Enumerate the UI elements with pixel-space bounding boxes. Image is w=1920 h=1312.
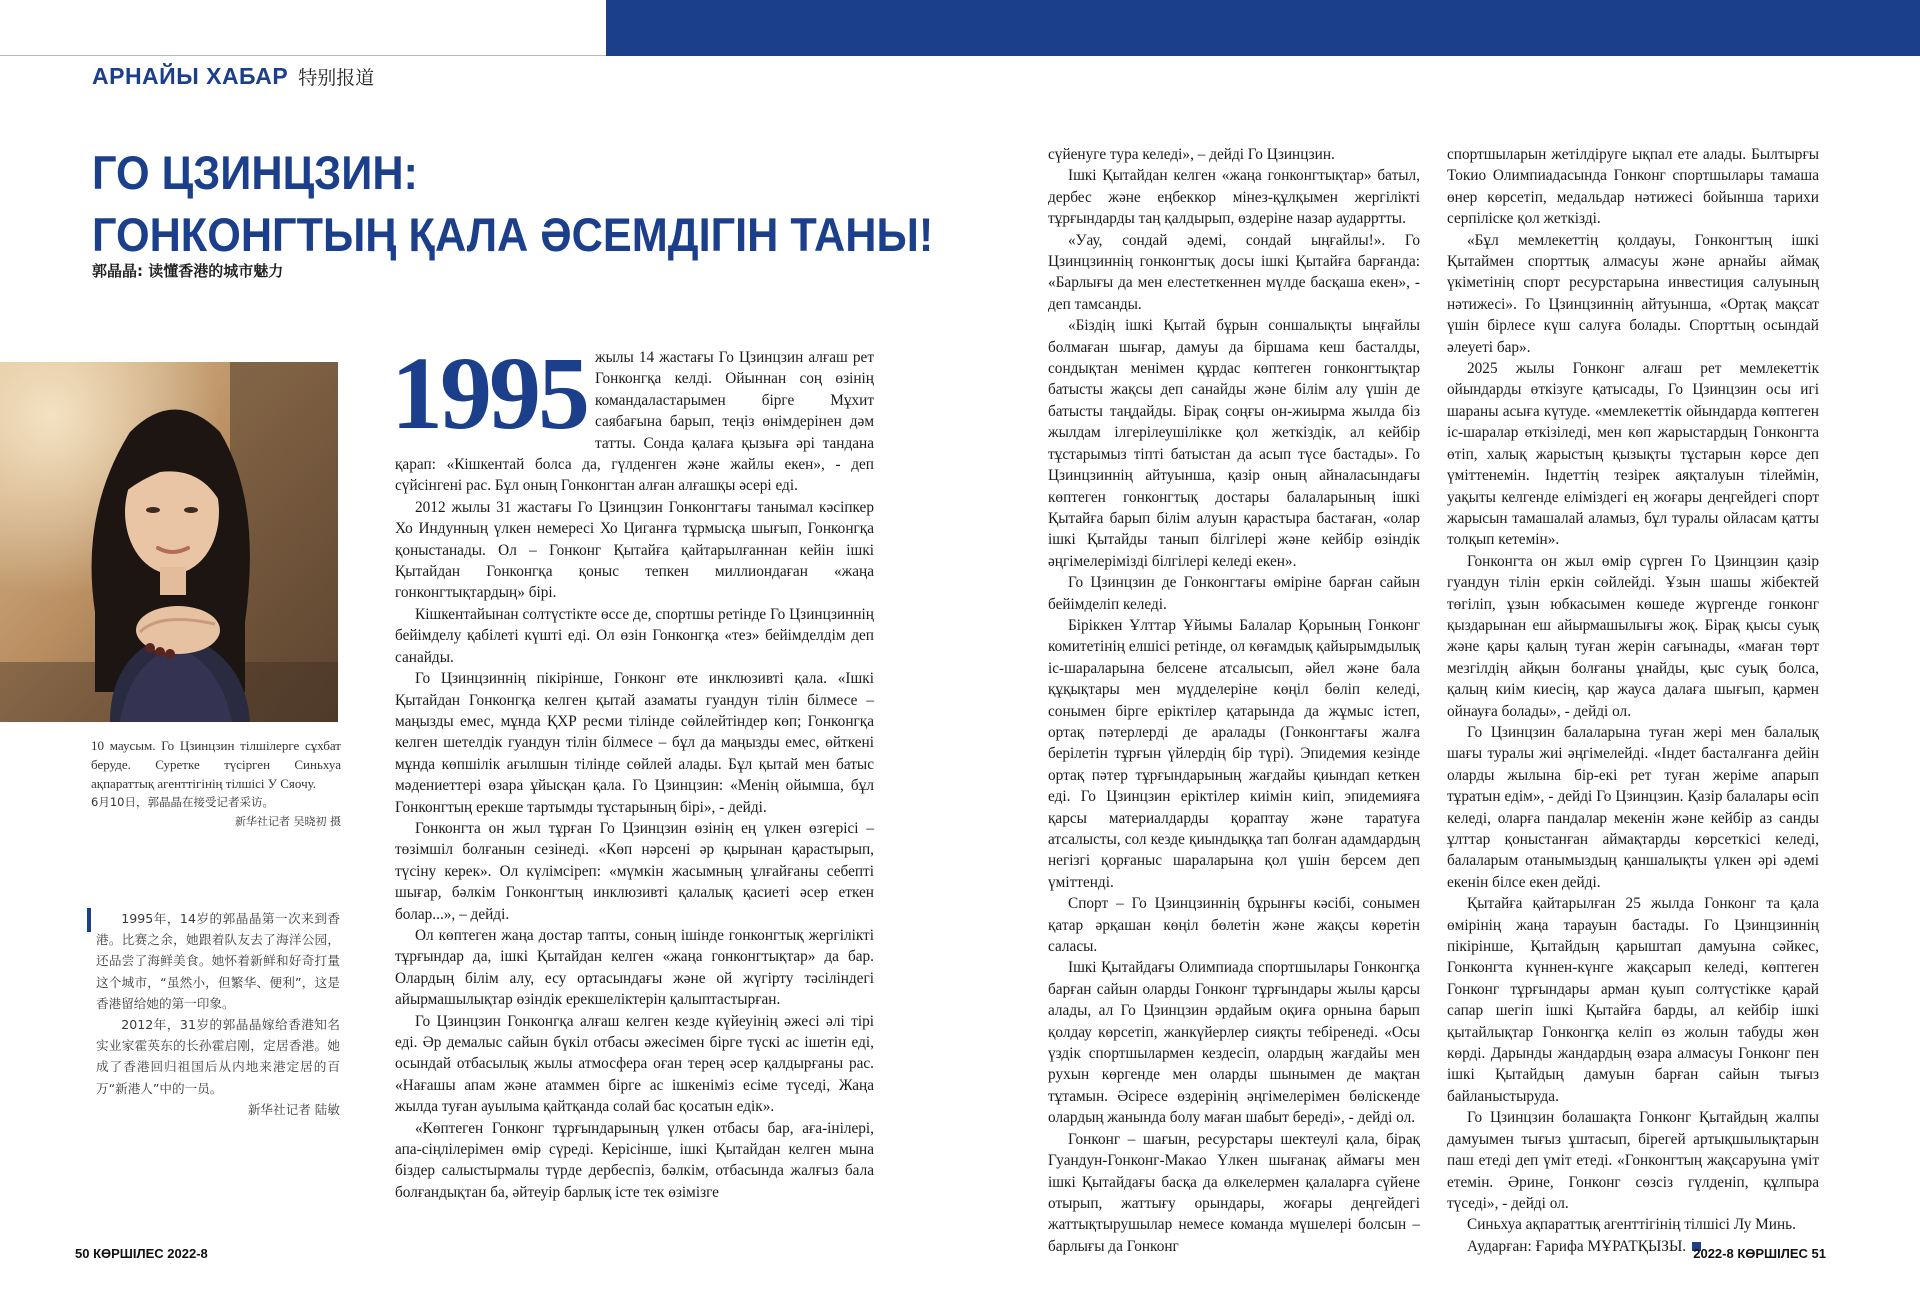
magazine-issue-left: КӨРШІЛЕС 2022-8 — [93, 1246, 208, 1261]
section-label-kz: АРНАЙЫ ХАБАР — [92, 63, 289, 89]
chinese-summary-credit: 新华社记者 陆敏 — [247, 1101, 340, 1117]
column-2-paragraph: Ішкі Қытайдан келген «жаңа гонконгтықтар» батыл, дербес және еңбеккор мінез-құлқымен жергілікті тұрғындарды таң қалдырып, өздеріне назар аударртты. — [1048, 167, 1420, 228]
article-column-3 — [1447, 144, 1819, 1257]
magazine-issue-right: 2022-8 КӨРШІЛЕС — [1693, 1246, 1808, 1261]
photo-caption-zh: 6月10日，郭晶晶在接受记者采访。 — [91, 795, 274, 809]
column-3-paragraph: Гонконгта он жыл өмір сүрген Го Цзинцзин қазір гуандун тілін еркін сөйлейді. Ұзын шашы жібектей төгіліп, ұзын юбкасымен көшеде жүргенде гонконг қыздарынан еш айырмашылығы жоқ. Бірақ қысы суық және қары қалың туған жерін сағынады, «маған төрт мезгілдің айқын болғаны ұнайды, қыс суық болса, қалың киім киесің, қар жауса далаға шығып, қармен ойнауға болады», - дейді ол. — [1447, 552, 1819, 720]
section-label — [92, 63, 374, 90]
column-2-paragraph: Гонконг – шағын, ресурстары шектеулі қала, бірақ Гуандун-Гонконг-Макао Үлкен шығанақ аймағы мен ішкі Қытайдағы басқа да өлкелермен қалаларға сүйене отырып, жаттығу орындары, жоғары деңгейдегі жаттықтырушылар немесе команда мүшелері болсын – барлығы да Гонконг — [1048, 1130, 1420, 1255]
column-1-paragraph-1 — [391, 336, 874, 497]
article-title-line-1: ГО ЦЗИНЦЗИН: — [92, 146, 418, 199]
article-title-line-2: ГОНКОНГТЫҢ ҚАЛА ӘСЕМДІГІН ТАНЫ! — [92, 208, 934, 261]
folio-right — [1693, 1246, 1826, 1261]
column-2-paragraph: «Біздің ішкі Қытай бұрын соншалықты ыңғайлы болмаған шығар, дамуы да біршама кеш басталды, сондықтан менімен құрдас көптеген гонконгтықтар батысты жақсы деп санайды және білім алу үшін де батысты таңдайды. Бірақ соңғы он-жиырма жылда біз жылдам ілгерілеушілікке қол жеткіздік, ал кейбір тұстарымыз тіпті батыстан да асып түсе бастады». Го Цзинцзиннің айтуынша, қазір оның айналасындағы көптеген гонконгтық достары балаларының ішкі Қытайға барып білім алуын қарастыра бастаған, «олар ішкі Қытайды танып білгілері және кейбір өзіндік әңгімелерімізді білгілері келеді екен». — [1048, 317, 1420, 570]
article-column-2 — [1048, 144, 1420, 1257]
column-1-paragraph: Го Цзинцзин Гонконгқа алғаш келген кезде күйеуінің әжесі әлі тірі еді. Әр демалыс сайын бүкіл отбасы әжесімен бірге түскі ас ішетін еді, осындай отбасылық жылы атмосфера оған терең әсер қалдырғаны рас. «Нағашы апам және атаммен бірге ас ішкеніміз есіме түседі, Жаңа жылда туған ауылыма қайтқанда солай бас қосатын едік». — [395, 1012, 874, 1116]
column-3-paragraph: Го Цзинцзин болашақта Гонконг Қытайдың жалпы дамуымен тығыз ұштасып, бірегей артықшылықтарын паш етеді деп үміт етеді. «Гонконгтың жақсаруына үміт етемін. Әрине, Гонконг сөзсіз гүлденіп, құлпыра түседі», - дейді ол. — [1447, 1109, 1819, 1212]
page-number-left: 50 — [75, 1246, 90, 1261]
article-column-1 — [391, 336, 874, 1203]
photo-caption — [91, 736, 341, 831]
portrait-photo — [0, 362, 338, 722]
column-1-paragraph: Го Цзинцзиннің пікірінше, Гонконг өте инклюзивті қала. «Ішкі Қытайдан Гонконгқа келген қытай азаматы гуандун тілін білмесе – маңызды емес, мұнда ҚХР ресми тілінде сөйлейтіндер көп; Гонконгқа келген шетелдік гуандун тілін білмесе – бұл да маңызды емес, өйткені мұнда көпшілік ағылшын тілінде сөйлей алады. Бұл қытай мен батыс мәдениеттері өзара ұйысқан қала. Го Цзинцзин: «Менің ойымша, бұл Гонконгтың ерекше тартымды тұстарының бірі», - дейді. — [395, 670, 874, 816]
article-subtitle-zh: 郭晶晶: 读懂香港的城市魅力 — [92, 262, 284, 280]
column-2-paragraph: Біріккен Ұлттар Ұйымы Балалар Қорының Гонконг комитетінің елшісі ретінде, ол көғамдық қайырымдылық іс-шараларына белсене атсалысып, әйел және бала құқықтары мен мүдделеріне көңіл бөліп келеді, сонымен бірге еріктілер қатарында да жұмыс істеп, ортақ пәтерлерді де аралады (Гонконгтағы жалға берілетін тұрғын үйлердің бір түрі). Эпидемия кезінде ортақ пәтер тұрғындарының жағдайы қиындап кеткен еді. Го Цзинцзин еріктілер киімін киіп, эпидемияға қарсы материалдарды қораптау және таратуға атсалысты, сол кезде қиындыққа тап болған адамдардың негізгі қорғаныс шараларына қол үшін берсем деп үміттенді. — [1048, 616, 1420, 891]
top-rule — [0, 55, 606, 56]
column-3-paragraph: 2025 жылы Гонконг алғаш рет мемлекеттік ойындарды өткізуге қатысады, Го Цзинцзин осы игі шараны асыға күтуде. «мемлекеттік ойындарда көптеген іс-шаралар өткізіледі, мен көп жарыстардың Гонконгта өтіп, халық жарыстың қызықты тұстарын көрсе деп үміттенемін. Індеттің тезірек аяқталуын тілеймін, уақыты келгенде еліміздегі ең жоғары деңгейдегі спорт жарысын тамашалай аламыз, бұл туралы ойласам қатты толқып кетемін». — [1447, 360, 1819, 549]
photo-caption-kz: 10 маусым. Го Цзинцзин тілшілерге сұхбат беруде. Суретке түсірген Синьхуа ақпараттық агенттігінің тілшісі У Сяочу. — [91, 738, 341, 791]
chinese-summary-p1: 1995年，14岁的郭晶晶第一次来到香港。比赛之余，她跟着队友去了海洋公园，还品尝了海鲜美食。她怀着新鲜和好奇打量这个城市，“虽然小，但繁华、便利”，这是香港留给她的第一印象。 — [96, 911, 340, 1011]
chinese-summary — [96, 908, 340, 1120]
column-3-paragraph: спортшыларын жетілдіруге ықпал ете алады. Былтырғы Токио Олимпиадасында Гонконг спортшылары тамаша өнер көрсетіп, медальдар нәтижесі бойынша тарихи серпіліске қол жеткізді. — [1447, 146, 1819, 228]
column-1-paragraph: 2012 жылы 31 жастағы Го Цзинцзин Гонконгтағы танымал кәсіпкер Хо Индунның үлкен немересі Хо Циганға тұрмысқа шығып, Гонконгқа қоныстанады. Ол – Гонконг Қытайға қайтарылғаннан кейін ішкі Қытайдан Гонконгқа қоныс тепкен миллиондаған «жаңа гонконгтықтардың» бірі. — [395, 498, 874, 602]
photo-credit: 新华社记者 吴晓初 摄 — [235, 815, 341, 828]
summary-marker-bar — [87, 908, 91, 932]
column-2-paragraph: Ішкі Қытайдағы Олимпиада спортшылары Гонконгқа барған сайын оларды Гонконг тұрғындары жылы қарсы алады, ал Го Цзинцзин әрдайым оқиға орнына барып қолдау көрсетіп, жанкүйерлер сияқты тебіренеді. «Осы үздік спортшылармен кездесіп, олардың жағдайы мен рухын көргенде мен оларды шынымен де мақтан тұтамын. Әсіресе өздерінің әңгімелерімен бөліскенде олардың жанында болу маған шабыт береді», - дейді ол. — [1048, 959, 1420, 1127]
page-number-right: 51 — [1811, 1246, 1826, 1261]
column-3-paragraph: Го Цзинцзин балаларына туған жері мен балалық шағы туралы жиі әңгімелейді. «Індет басталғанға дейін оларды жылына бір-екі рет туған жеріме апарып тұратын едім», - дейді Го Цзинцзин. Қазір балалары өсіп келеді, оларға пандалар мекенін және кейбір аз санды ұлттар қоныстанған аймақтарды көрсеткісі келеді, балаларым отанымыздың қаншалықты үлкен әрі әдемі екенін білсе екен дейді. — [1447, 723, 1819, 891]
column-1-lead-text: жылы 14 жастағы Го Цзинцзин алғаш рет Гонконгқа келді. Ойыннан соң өзінің командаластарымен бірге Мұхит саябағына барып, теңіз өнімдерінен дәм татты. Сонда қалаға қызыға әрі тандана қарап: «Кішкентай болса да, гүлденген және жайлы екен», - деп сүйсінгені рас. Бұл оның Гонконгтан алған алғашқы әсері еді. — [395, 349, 874, 495]
column-3-paragraph: Қытайға қайтарылған 25 жылда Гонконг та қала өмірінің жаңа тарауын бастады. Го Цзинцзиннің пікірінше, Қытайдың қарыштап дамуына сәйкес, Гонконгта күннен-күнге жақсарып келеді, көптеген Гонконг тұрғындары арман қуып солтүстікке қарай сапар шегіп ішкі Қытайға барды, ал кейбір ішкі қытайлықтар Гонконгқа келіп өз жолын табуды жөн көрді. Дарынды жандардың өзара алмасуы Гонконг пен ішкі Қытайдың дамуын барған сайын тығыз байланыстыруда. — [1447, 895, 1819, 1105]
article-title — [92, 142, 934, 266]
column-1-paragraph: Кішкентайынан солтүстікте өссе де, спортшы ретінде Го Цзинцзиннің бейімделу қабілеті күшті еді. Ол өзін Гонконгқа «тез» бейімделдім деп санайды. — [395, 605, 874, 666]
translator-credit-text: Аударған: Ғарифа МҰРАТҚЫЗЫ. — [1467, 1237, 1687, 1255]
column-1-paragraph: Ол көптеген жаңа достар тапты, соның ішінде гонконгтық жергілікті тұрғындар да, ішкі Қытайдан келген «жаңа гонконгтықтар» да бар. Олардың білім алу, есу ортасындағы және ой жүгірту тәсіліндегі айырмашылықтар өзіндік ерекшеліктерін қалыптастырған. — [395, 926, 874, 1009]
chinese-summary-p2: 2012年，31岁的郭晶晶嫁给香港知名实业家霍英东的长孙霍启刚，定居香港。她成了香港回归祖国后从内地来港定居的百万“新港人”中的一员。 — [96, 1017, 340, 1096]
dropcap-year: 1995 — [391, 336, 587, 451]
column-2-paragraph: Го Цзинцзин де Гонконгтағы өміріне барған сайын бейімделіп келеді. — [1048, 574, 1420, 613]
column-2-paragraph: сүйенуге тура келеді», – дейді Го Цзинцзин. — [1048, 146, 1335, 163]
column-2-paragraph: «Уау, сондай әдемі, сондай ыңғайлы!». Го Цзинцзиннің гонконгтық досы ішкі Қытайға барғанда: «Барлығы да мен елестеткеннен мүлде басқаша екен», - деп тамсанды. — [1048, 231, 1420, 313]
column-1-paragraph: Гонконгта он жыл тұрған Го Цзинцзин өзінің ең үлкен өзгерісі – төзімшіл болғанын сезінеді. «Көп нәрсені әр қырынан қарастырып, түсіну керек». Ол күлімсіреп: «мүмкін жасымның ұлғайғаны себепті шығар, бәлкім Гонконгтың инклюзивті қалалық қасиеті әсер еткен болар...», – дейді. — [395, 819, 874, 923]
column-2-paragraph: Спорт – Го Цзинцзиннің бұрынғы кәсібі, сонымен қатар әрқашан көңіл бөлетін және жақсы көретін саласы. — [1048, 895, 1420, 956]
section-label-zh: 特别报道 — [298, 68, 375, 89]
column-1-paragraph: «Көптеген Гонконг тұрғындарының үлкен отбасы бар, аға-інілері, апа-сіңлілерімен өмір сүреді. Керісінше, ішкі Қытайдан келген мына біздер салыстырмалы түрде дербеспіз, бәлкім, отбасында жалғыз бала болғандықтан ба, әйтеуір барлық істе тек өзімізге — [395, 1119, 874, 1201]
column-3-paragraph: «Бұл мемлекеттің қолдауы, Гонконгтың ішкі Қытаймен спорттық алмасуы және арнайы аймақ үкіметінің спорт ресурстарына инвестиция салуының нәтижесі». Го Цзинцзиннің айтуынша, «Ортақ мақсат үшін бірлесе күш салуға болады. Спорттың осындай әлеуеті бар». — [1447, 231, 1819, 356]
column-3-paragraph: Синьхуа ақпараттық агенттігінің тілшісі Лу Минь. — [1467, 1216, 1796, 1234]
top-color-band — [606, 0, 1920, 56]
portrait-illustration — [0, 362, 338, 722]
folio-left — [75, 1246, 208, 1261]
